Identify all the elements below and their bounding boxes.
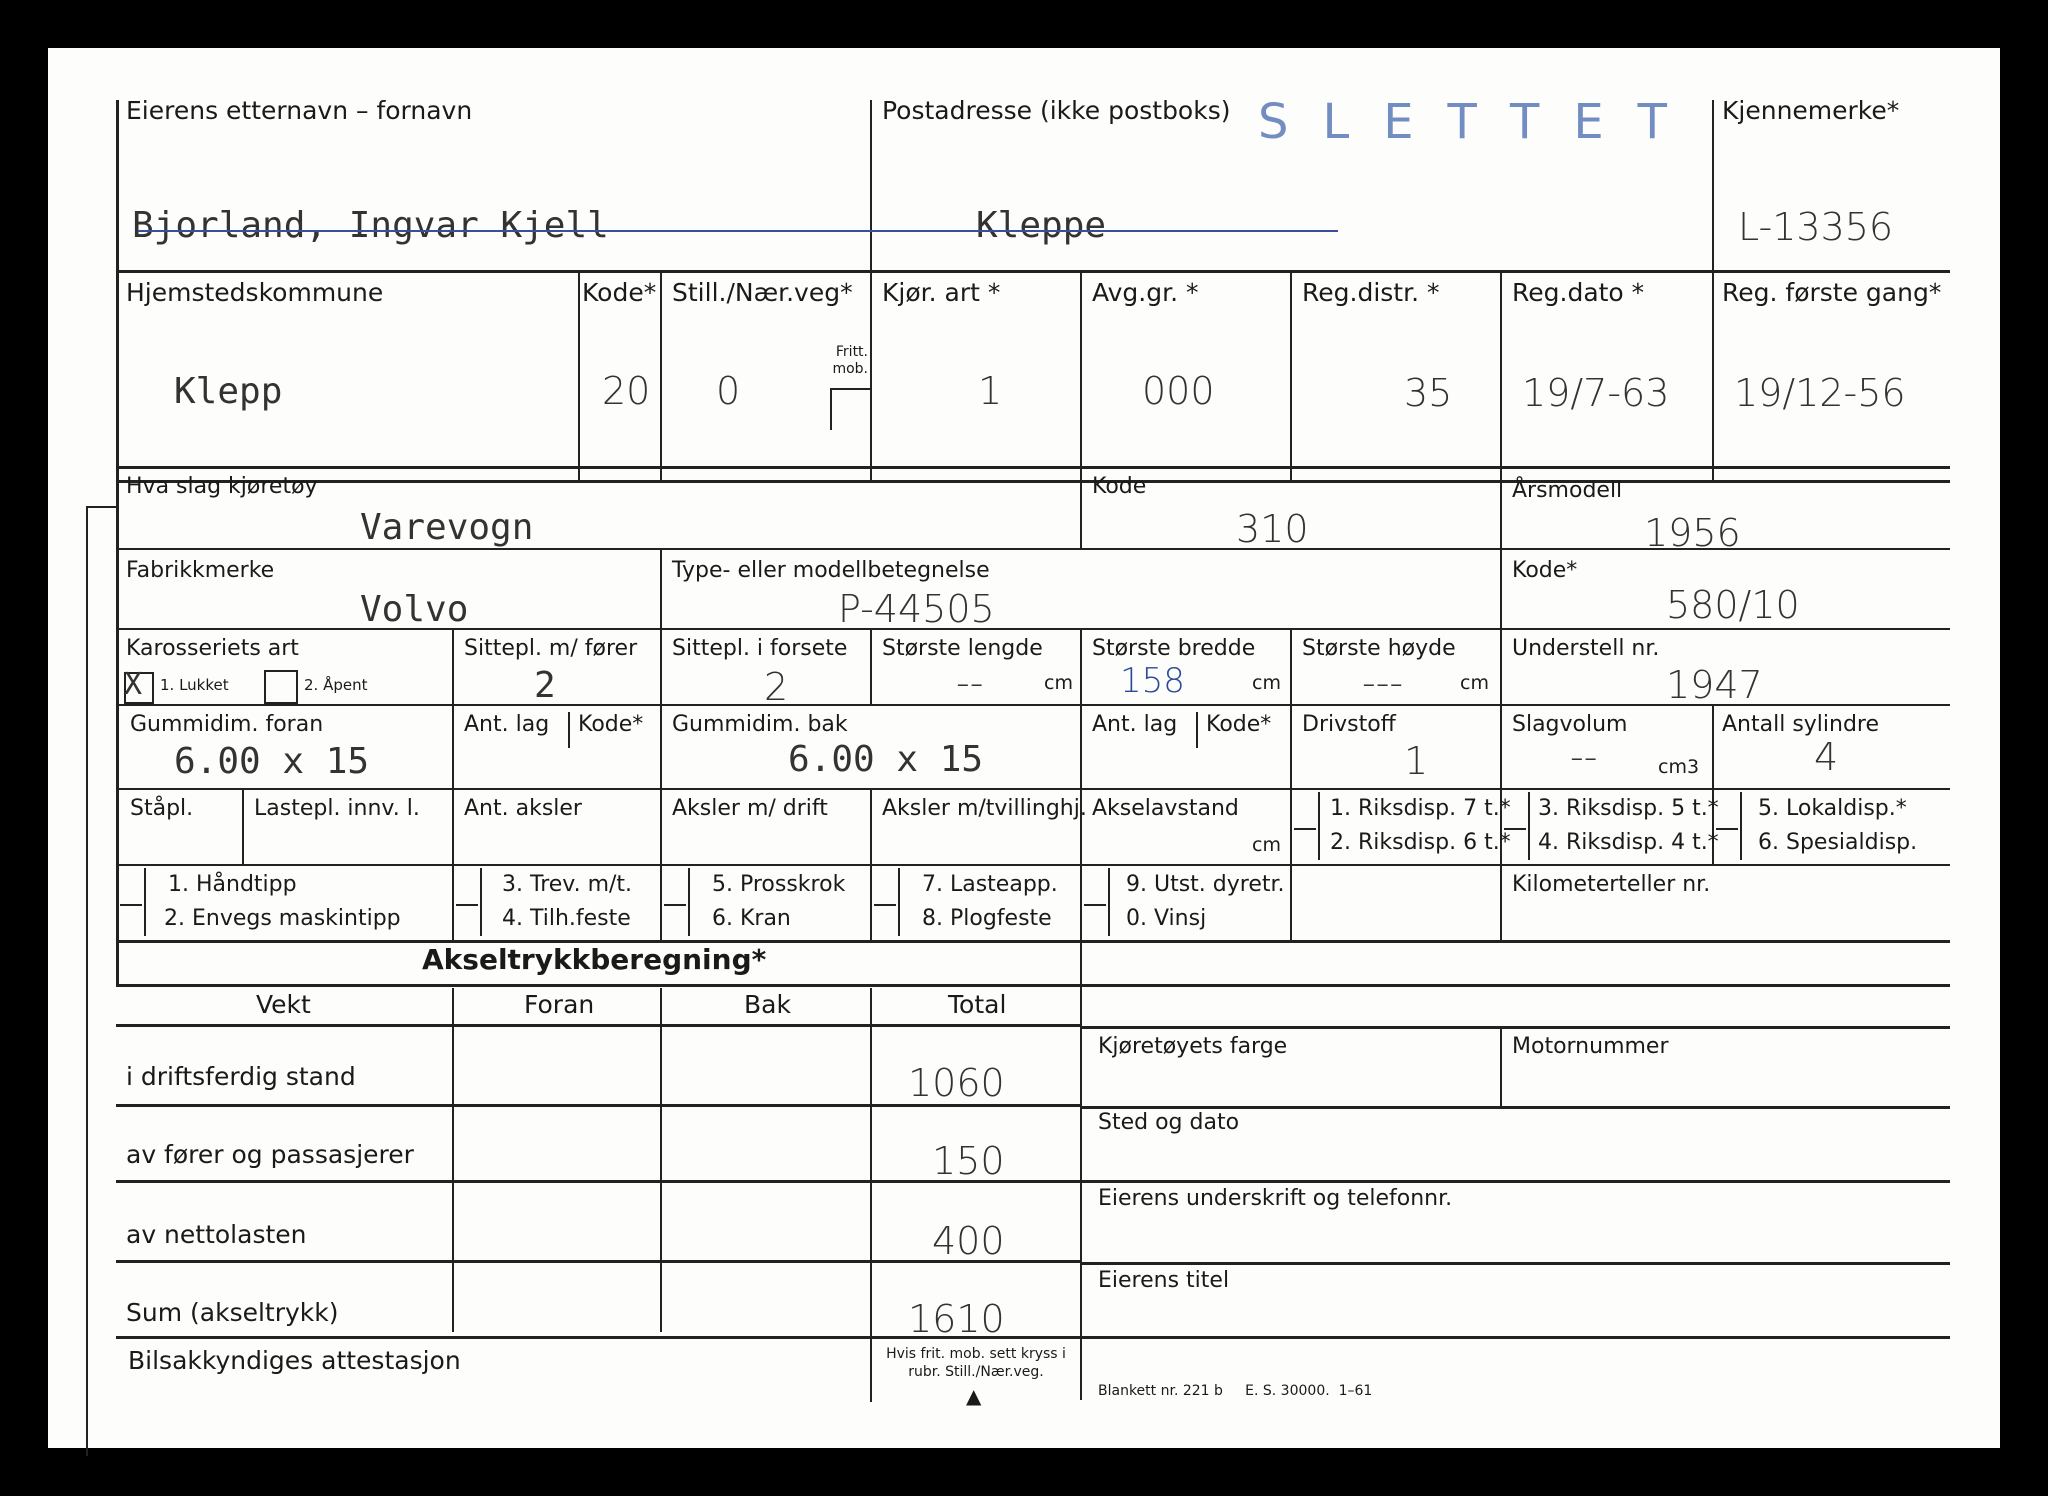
reg-dato-label: Reg.dato * xyxy=(1512,278,1645,307)
strike-through-line xyxy=(138,230,1338,232)
attest-label: Bilsakkyndiges attestasjon xyxy=(128,1346,461,1375)
divider xyxy=(1528,792,1530,860)
titel-label: Eierens titel xyxy=(1098,1268,1230,1293)
still-label: Still./Nær.veg* xyxy=(672,278,853,307)
lengde-value: -- xyxy=(956,661,984,705)
fabrikk-label: Fabrikkmerke xyxy=(126,558,275,583)
margin-tick xyxy=(86,506,116,508)
kode-star-label: Kode* xyxy=(1206,712,1272,737)
checkbox-line xyxy=(1294,828,1316,830)
lengde-label: Største lengde xyxy=(882,636,1043,661)
divider xyxy=(1500,466,1502,548)
checkbox-line xyxy=(1084,904,1106,906)
kjor-art-value: 1 xyxy=(978,369,1003,413)
aksel-row-total: 1610 xyxy=(908,1297,1005,1341)
slag-label: Hva slag kjøretøy xyxy=(126,474,318,499)
vinsj-label: 0. Vinsj xyxy=(1126,906,1207,931)
divider xyxy=(660,988,662,1332)
apent-checkbox xyxy=(264,670,298,704)
aksel-row-total: 150 xyxy=(932,1139,1005,1183)
kode-star-label: Kode* xyxy=(578,712,644,737)
rule xyxy=(116,548,1950,550)
drivstoff-label: Drivstoff xyxy=(1302,712,1396,737)
lukket-mark: X xyxy=(124,667,143,702)
aksler-tvilling-label: Aksler m/tvillinghj. xyxy=(882,796,1087,821)
checkbox-line xyxy=(120,904,142,906)
sittepl-forsete-label: Sittepl. i forsete xyxy=(672,636,848,661)
rule xyxy=(116,788,1950,790)
apent-label: 2. Åpent xyxy=(304,676,368,694)
sittepl-forsete-value: 2 xyxy=(764,665,789,709)
riksdisp-7-label: 1. Riksdisp. 7 t.* xyxy=(1330,796,1511,821)
divider xyxy=(1500,1026,1502,1108)
hjemsted-label: Hjemstedskommune xyxy=(126,278,384,307)
drivstoff-value: 1 xyxy=(1404,739,1429,783)
envegs-label: 2. Envegs maskintipp xyxy=(164,906,401,931)
divider xyxy=(1290,270,1292,480)
sylindre-value: 4 xyxy=(1814,735,1839,779)
motor-label: Motornummer xyxy=(1512,1034,1669,1059)
divider xyxy=(1500,270,1502,480)
divider xyxy=(1318,792,1320,860)
divider xyxy=(870,788,872,864)
sittepl-forer-label: Sittepl. m/ fører xyxy=(464,636,638,661)
divider xyxy=(480,868,482,936)
aksel-header-total: Total xyxy=(948,990,1007,1019)
divider xyxy=(452,988,454,1332)
divider xyxy=(452,864,454,940)
reg-number-label: Kjennemerke* xyxy=(1722,96,1900,125)
hoyde-label: Største høyde xyxy=(1302,636,1456,661)
divider xyxy=(144,868,146,936)
aksel-row-label: i driftsferdig stand xyxy=(126,1062,356,1091)
gummi-bak-label: Gummidim. bak xyxy=(672,712,848,737)
understell-value: 1947 xyxy=(1666,663,1763,707)
divider xyxy=(660,548,662,628)
divider xyxy=(1080,940,1082,1400)
rule xyxy=(116,984,1950,987)
reg-distr-value: 35 xyxy=(1404,371,1453,415)
spesialdisp-label: 6. Spesialdisp. xyxy=(1758,830,1918,855)
kran-label: 6. Kran xyxy=(712,906,791,931)
slettet-stamp: SLETTET xyxy=(1258,94,1701,150)
stapl-label: Ståpl. xyxy=(130,796,194,821)
owner-label: Eierens etternavn – fornavn xyxy=(126,96,473,125)
aksel-row-label: av fører og passasjerer xyxy=(126,1140,414,1169)
divider xyxy=(1290,628,1292,704)
ant-aksler-label: Ant. aksler xyxy=(464,796,582,821)
divider xyxy=(1080,466,1082,548)
checkbox-line xyxy=(1716,828,1738,830)
kode-value: 310 xyxy=(1236,507,1309,551)
kode-label: Kode* xyxy=(582,278,657,307)
understell-label: Understell nr. xyxy=(1512,636,1660,661)
gummi-foran-value: 6.00 x 15 xyxy=(174,741,370,782)
divider xyxy=(688,868,690,936)
checkbox-line xyxy=(664,904,686,906)
ant-lag-label: Ant. lag xyxy=(1092,712,1178,737)
owner-name: Bjorland, Ingvar Kjell xyxy=(132,205,609,246)
divider xyxy=(1712,270,1714,480)
gummi-bak-value: 6.00 x 15 xyxy=(788,739,984,780)
left-border xyxy=(116,100,119,482)
divider xyxy=(660,704,662,788)
avg-label: Avg.gr. * xyxy=(1092,278,1199,307)
fritt-mob-note: Hvis frit. mob. sett kryss i rubr. Still./Nær.veg. xyxy=(886,1346,1066,1380)
rule xyxy=(116,270,1950,273)
divider xyxy=(660,864,662,940)
rule xyxy=(1080,1180,1950,1183)
kode2-label: Kode* xyxy=(1512,558,1578,583)
reg-distr-label: Reg.distr. * xyxy=(1302,278,1440,307)
divider xyxy=(1108,868,1110,936)
aksel-header-bak: Bak xyxy=(744,990,791,1019)
cm-unit: cm xyxy=(1252,834,1281,856)
cm3-unit: cm3 xyxy=(1658,756,1700,778)
divider xyxy=(870,270,872,480)
riksdisp-4-label: 4. Riksdisp. 4 t.* xyxy=(1538,830,1719,855)
rule xyxy=(1080,1262,1950,1265)
reg-dato-value: 19/7-63 xyxy=(1522,371,1670,415)
rule xyxy=(116,940,1950,943)
divider xyxy=(1080,864,1082,940)
divider xyxy=(1500,628,1502,704)
owner-address: Kleppe xyxy=(976,205,1107,246)
divider xyxy=(452,628,454,704)
checkbox-line xyxy=(1504,828,1526,830)
divider xyxy=(870,628,872,704)
type-label: Type- eller modellbetegnelse xyxy=(672,558,990,583)
cm-unit: cm xyxy=(1044,672,1073,694)
farge-label: Kjøretøyets farge xyxy=(1098,1034,1288,1059)
kode2-value: 580/10 xyxy=(1666,583,1800,627)
bredde-label: Største bredde xyxy=(1092,636,1256,661)
divider xyxy=(1290,864,1292,940)
rule xyxy=(1080,1106,1950,1109)
arsmodell-value: 1956 xyxy=(1644,511,1741,555)
fritt-mob-label: Fritt. mob. xyxy=(832,344,868,377)
rule xyxy=(116,628,1950,630)
divider xyxy=(1196,712,1198,748)
lukket-label: 1. Lukket xyxy=(160,676,229,694)
hjemsted-value: Klepp xyxy=(174,371,283,412)
hoyde-value: --- xyxy=(1362,661,1404,705)
arsmodell-label: Årsmodell xyxy=(1512,478,1623,503)
checkbox-line xyxy=(456,904,478,906)
gummi-foran-label: Gummidim. foran xyxy=(130,712,324,737)
lastepl-label: Lastepl. innv. l. xyxy=(254,796,420,821)
registration-card xyxy=(48,48,2000,1448)
divider xyxy=(660,788,662,864)
divider xyxy=(1500,864,1502,940)
divider xyxy=(1712,704,1714,788)
plogfeste-label: 8. Plogfeste xyxy=(922,906,1052,931)
divider xyxy=(1500,704,1502,788)
type-value: P-44505 xyxy=(838,587,995,631)
divider xyxy=(452,788,454,864)
reg-forste-value: 19/12-56 xyxy=(1734,371,1906,415)
akselavstand-label: Akselavstand xyxy=(1092,796,1239,821)
avg-value: 000 xyxy=(1142,369,1215,413)
slagvolum-label: Slagvolum xyxy=(1512,712,1628,737)
divider xyxy=(452,704,454,788)
reg-forste-label: Reg. første gang* xyxy=(1722,278,1942,307)
divider xyxy=(1740,792,1742,860)
divider xyxy=(660,270,662,480)
kode-label: Kode xyxy=(1092,474,1147,499)
fritt-mob-box xyxy=(830,388,872,430)
divider xyxy=(1500,548,1502,628)
cm-unit: cm xyxy=(1460,672,1489,694)
sylindre-label: Antall sylindre xyxy=(1722,712,1880,737)
prosskrok-label: 5. Prosskrok xyxy=(712,872,846,897)
divider xyxy=(898,868,900,936)
fabrikk-value: Volvo xyxy=(360,589,469,630)
kjor-art-label: Kjør. art * xyxy=(882,278,1001,307)
aksel-row-label: Sum (akseltrykk) xyxy=(126,1298,339,1327)
rule xyxy=(1080,1026,1950,1029)
aksel-row-label: av nettolasten xyxy=(126,1220,307,1249)
rule xyxy=(116,480,1950,483)
aksler-drift-label: Aksler m/ drift xyxy=(672,796,828,821)
divider xyxy=(1290,788,1292,864)
outer-margin-line xyxy=(86,506,88,1456)
rule xyxy=(116,864,1950,866)
tilh-label: 4. Tilh.feste xyxy=(502,906,631,931)
cm-unit: cm xyxy=(1252,672,1281,694)
rule xyxy=(116,466,1950,469)
rule xyxy=(116,1336,1950,1339)
riksdisp-6-label: 2. Riksdisp. 6 t.* xyxy=(1330,830,1511,855)
rule xyxy=(116,704,1950,706)
arrow-up-icon: ▲ xyxy=(966,1384,982,1408)
checkbox-line xyxy=(874,904,896,906)
karosseri-label: Karosseriets art xyxy=(126,636,299,661)
rule xyxy=(116,1024,1080,1027)
divider xyxy=(870,988,872,1402)
sittepl-forer-value: 2 xyxy=(534,665,556,706)
divider xyxy=(1080,628,1082,704)
lasteapp-label: 7. Lasteapp. xyxy=(922,872,1058,897)
handtipp-label: 1. Håndtipp xyxy=(168,872,297,897)
slagvolum-value: -- xyxy=(1570,735,1598,779)
bredde-value: 158 xyxy=(1120,661,1185,701)
trev-label: 3. Trev. m/t. xyxy=(502,872,633,897)
divider xyxy=(870,864,872,940)
kilometer-label: Kilometerteller nr. xyxy=(1512,872,1711,897)
blankett-number: Blankett nr. 221 b E. S. 30000. 1–61 xyxy=(1098,1383,1373,1399)
reg-number: L-13356 xyxy=(1738,205,1894,249)
divider xyxy=(578,270,580,480)
still-value: 0 xyxy=(716,369,741,413)
divider xyxy=(568,712,570,748)
aksel-header-foran: Foran xyxy=(524,990,595,1019)
riksdisp-5-label: 3. Riksdisp. 5 t.* xyxy=(1538,796,1719,821)
divider xyxy=(1290,704,1292,788)
divider xyxy=(660,628,662,704)
underskrift-label: Eierens underskrift og telefonnr. xyxy=(1098,1186,1453,1211)
ant-lag-label: Ant. lag xyxy=(464,712,550,737)
aksel-row-total: 1060 xyxy=(908,1061,1005,1105)
slag-value: Varevogn xyxy=(360,507,534,548)
aksel-row-total: 400 xyxy=(932,1219,1005,1263)
divider xyxy=(1080,270,1082,480)
left-border xyxy=(116,466,119,986)
kode-value: 20 xyxy=(602,369,651,413)
utst-label: 9. Utst. dyretr. xyxy=(1126,872,1285,897)
aksel-title: Akseltrykkberegning* xyxy=(422,943,767,976)
divider xyxy=(1080,704,1082,788)
lokaldisp-label: 5. Lokaldisp.* xyxy=(1758,796,1907,821)
sted-label: Sted og dato xyxy=(1098,1110,1240,1135)
divider xyxy=(242,788,244,864)
aksel-header-vekt: Vekt xyxy=(256,990,311,1019)
address-label: Postadresse (ikke postboks) xyxy=(882,96,1231,125)
